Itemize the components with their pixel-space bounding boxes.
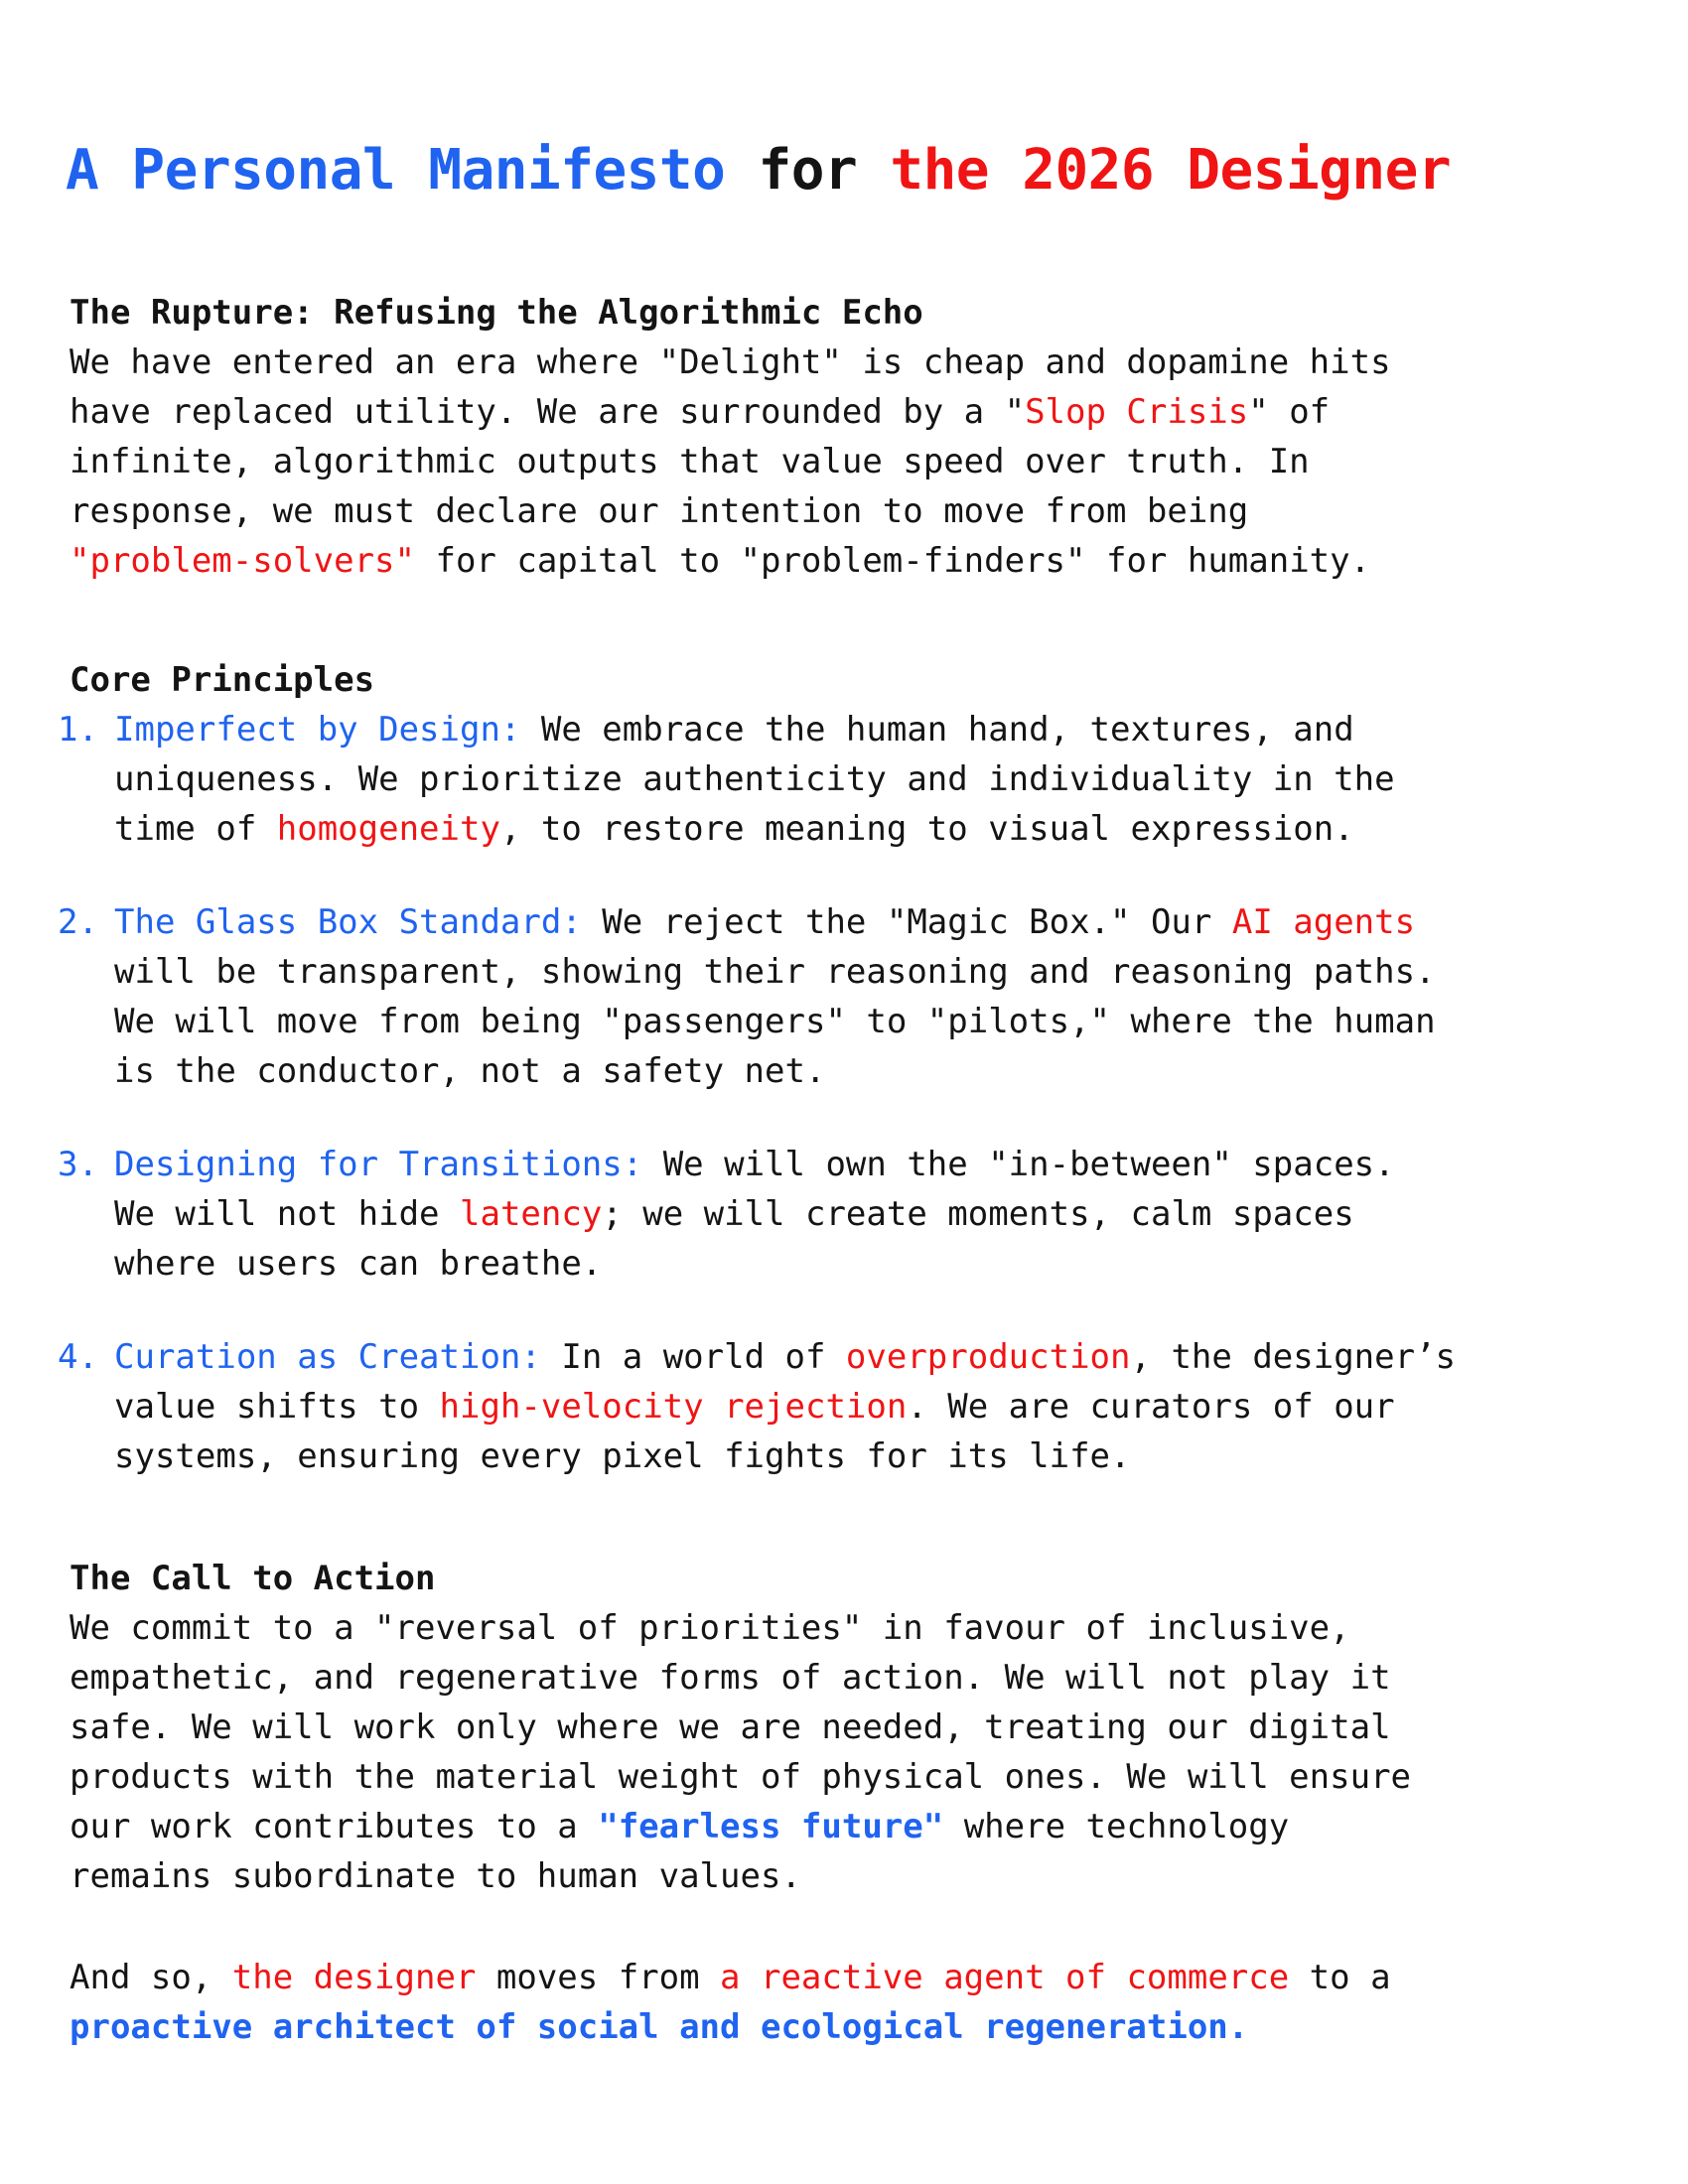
principle-term: Designing for Transitions: [114,1145,643,1184]
principle-line: will be transparent, showing their reasoning and reasoning paths. [114,952,1436,992]
principle-term: Curation as Creation: [114,1337,541,1377]
principle-line [114,804,1638,854]
call-to-action-heading: The Call to Action [70,1559,436,1598]
cta-line-5 [70,1802,1638,1851]
high-velocity-rejection-highlight: high-velocity rejection [439,1387,908,1427]
fearless-future-highlight: "fearless future" [598,1807,944,1846]
ai-agents-highlight: AI agents [1231,902,1416,942]
rupture-line-2 [70,387,1638,437]
principle-text: We will own the "in-between" spaces. [642,1145,1395,1184]
principle-text: , to restore meaning to visual expression. [499,809,1354,849]
principle-line [114,1332,1638,1382]
rupture-line-1: We have entered an era where "Delight" is cheap and dopamine hits [70,342,1391,382]
rupture-line-4: response, we must declare our intention to move from being [70,491,1249,531]
proactive-architect-highlight: proactive architect of social and ecological regeneration. [70,2007,1249,2047]
principles-list [58,705,1638,1481]
principle-line [114,705,1638,754]
principle-text: In a world of [540,1337,846,1377]
cta-line-5-text: our work contributes to a [70,1807,599,1846]
principle-line [114,1189,1638,1239]
closing-paragraph [70,1953,1638,2052]
principle-number: 1. [58,710,98,750]
principle-number: 3. [58,1145,98,1184]
principle-line: where users can breathe. [114,1244,603,1284]
principle-line: uniqueness. We prioritize authenticity and individuality in the [114,759,1395,799]
call-to-action-paragraph [70,1603,1638,1901]
principle-line [114,897,1638,947]
rupture-section [70,288,1638,586]
cta-line-2: empathetic, and regenerative forms of action. We will not play it [70,1658,1391,1698]
title-part-for: for [725,138,891,203]
principle-text: time of [114,809,277,849]
page-title [66,131,1451,210]
homogeneity-highlight: homogeneity [276,809,500,849]
principle-item-glass-box-standard [58,897,1638,1096]
title-part-designer: the 2026 Designer [890,138,1452,203]
title-part-personal-manifesto: A Personal Manifesto [66,138,726,203]
principle-item-designing-for-transitions [58,1140,1638,1289]
call-to-action-section [70,1554,1638,1901]
core-principles-heading: Core Principles [70,660,375,700]
core-principles-section [58,655,1638,1525]
rupture-heading: The Rupture: Refusing the Algorithmic Echo [70,293,923,333]
principle-text: , the designer’s [1130,1337,1457,1377]
principle-text: We reject the "Magic Box." Our [581,902,1232,942]
principle-text: We will not hide [114,1194,460,1234]
closing-line-1 [70,1953,1638,2002]
latency-highlight: latency [460,1194,603,1234]
rupture-paragraph [70,338,1638,586]
problem-solvers-highlight: "problem-solvers" [70,541,415,581]
overproduction-highlight: overproduction [845,1337,1131,1377]
closing-text: to a [1289,1958,1391,1997]
principle-number: 2. [58,902,98,942]
slop-crisis-highlight: Slop Crisis [1025,392,1249,432]
closing-text: And so, [70,1958,232,1997]
cta-line-4: products with the material weight of physical ones. We will ensure [70,1757,1412,1797]
reactive-agent-highlight: a reactive agent of commerce [720,1958,1290,1997]
closing-text: moves from [476,1958,721,1997]
cta-line-5-tail: where technology [943,1807,1290,1846]
the-designer-highlight: the designer [231,1958,477,1997]
principle-item-curation-as-creation [58,1332,1638,1481]
principle-line [114,1140,1638,1189]
principle-text: . We are curators of our [907,1387,1395,1427]
principle-term: The Glass Box Standard: [114,902,582,942]
principle-number: 4. [58,1337,98,1377]
rupture-line-5-tail: for capital to "problem-finders" for humanity. [415,541,1371,581]
rupture-line-2-text: have replaced utility. We are surrounded by a " [70,392,1026,432]
principle-line: is the conductor, not a safety net. [114,1051,826,1091]
rupture-line-2-tail: " of [1248,392,1331,432]
principle-text: ; we will create moments, calm spaces [602,1194,1354,1234]
principle-line: systems, ensuring every pixel fights for its life. [114,1436,1131,1476]
principle-term: Imperfect by Design: [114,710,521,750]
principle-line [114,1382,1638,1432]
principle-line: We will move from being "passengers" to "pilots," where the human [114,1002,1436,1041]
cta-line-1: We commit to a "reversal of priorities" in favour of inclusive, [70,1608,1350,1648]
rupture-line-3: infinite, algorithmic outputs that value speed over truth. In [70,442,1310,481]
closing-section [70,1953,1638,2052]
cta-line-3: safe. We will work only where we are needed, treating our digital [70,1707,1391,1747]
cta-line-6: remains subordinate to human values. [70,1856,801,1896]
principle-text: value shifts to [114,1387,440,1427]
rupture-line-5 [70,536,1638,586]
principle-item-imperfect-by-design [58,705,1638,854]
principle-text: We embrace the human hand, textures, and [520,710,1354,750]
